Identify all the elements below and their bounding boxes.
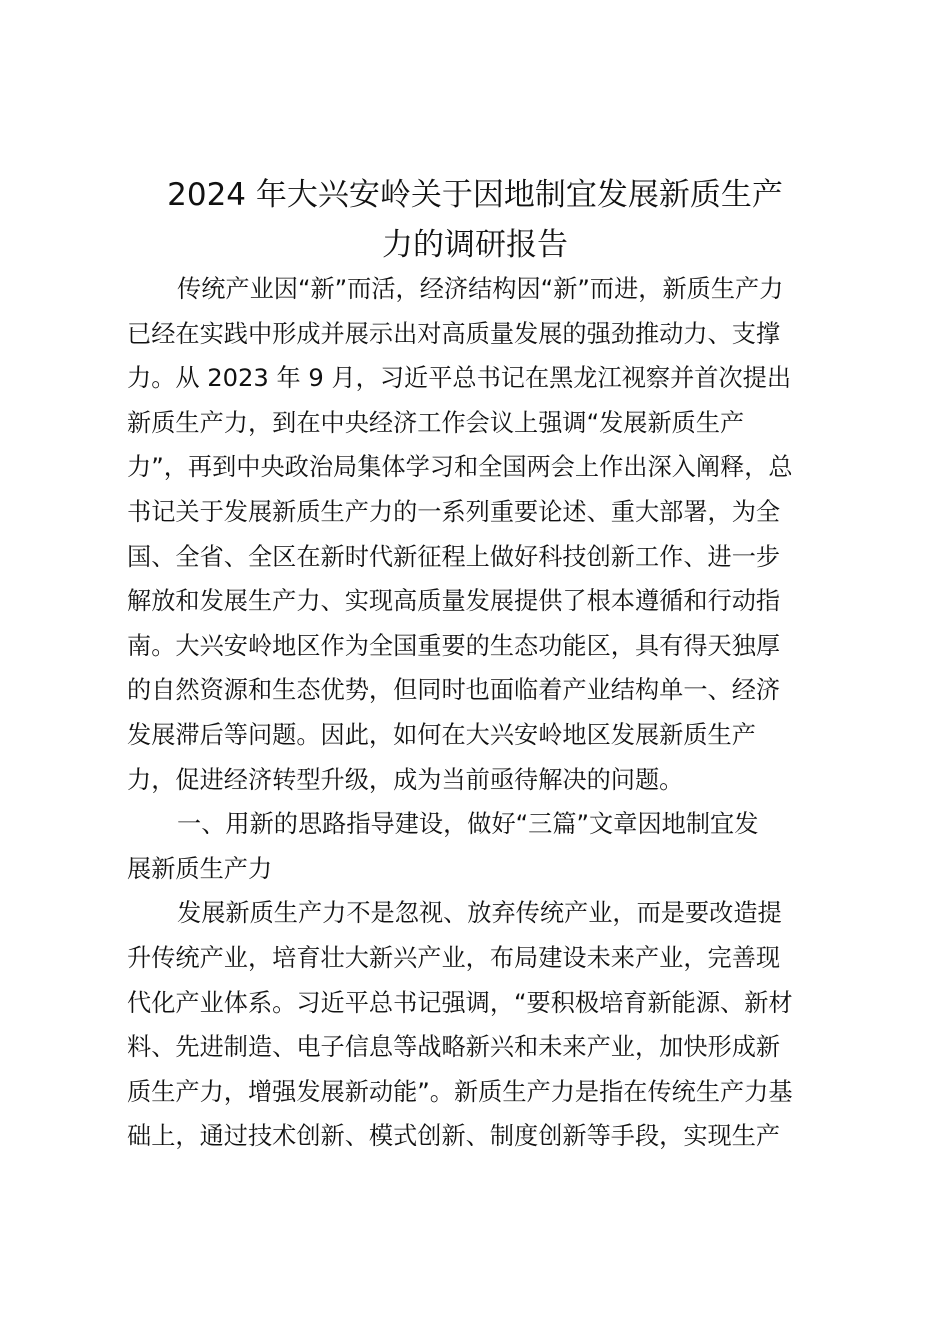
paragraph-1-line: 发展滞后等问题。因此，如何在大兴安岭地区发展新质生产 <box>127 720 756 749</box>
paragraph-2-line: 础上，通过技术创新、模式创新、制度创新等手段，实现生产 <box>127 1122 781 1151</box>
paragraph-1-line: 书记关于发展新质生产力的一系列重要论述、重大部署，为全 <box>127 497 781 526</box>
document-title-line-2: 力的调研报告 <box>382 227 568 263</box>
document-body <box>127 267 837 1159</box>
section-heading-line: 一、用新的思路指导建设，做好“三篇”文章因地制宜发 <box>177 810 759 839</box>
paragraph-1-line: 传统产业因“新”而活，经济结构因“新”而进，新质生产力 <box>177 275 784 303</box>
document-title-line-1: 2024 年大兴安岭关于因地制宜发展新质生产 <box>167 177 783 213</box>
paragraph-2-line: 料、先进制造、电子信息等战略新兴和未来产业，加快形成新 <box>127 1033 781 1062</box>
paragraph-1-line: 的自然资源和生态优势，但同时也面临着产业结构单一、经济 <box>127 676 781 705</box>
paragraph-1-line: 南。大兴安岭地区作为全国重要的生态功能区，具有得天独厚 <box>127 631 781 660</box>
section-heading-line: 展新质生产力 <box>127 854 273 883</box>
paragraph-1-line: 力”，再到中央政治局集体学习和全国两会上作出深入阐释，总 <box>127 453 793 482</box>
paragraph-2-line: 升传统产业，培育壮大新兴产业，布局建设未来产业，完善现 <box>127 943 781 972</box>
paragraph-1-line: 已经在实践中形成并展示出对高质量发展的强劲推动力、支撑 <box>127 319 781 348</box>
paragraph-2-line: 发展新质生产力不是忽视、放弃传统产业，而是要改造提 <box>177 899 782 928</box>
paragraph-1-line: 解放和发展生产力、实现高质量发展提供了根本遵循和行动指 <box>127 587 781 616</box>
paragraph-1-line: 国、全省、全区在新时代新征程上做好科技创新工作、进一步 <box>127 542 781 571</box>
paragraph-2-line: 代化产业体系。习近平总书记强调，“要积极培育新能源、新材 <box>127 988 793 1017</box>
paragraph-2-line: 质生产力，增强发展新动能”。新质生产力是指在传统生产力基 <box>127 1077 793 1106</box>
paragraph-1-line: 力。从 2023 年 9 月，习近平总书记在黑龙江视察并首次提出 <box>127 364 792 393</box>
paragraph-1-line: 新质生产力，到在中央经济工作会议上强调“发展新质生产 <box>127 408 745 437</box>
paragraph-1-line: 力，促进经济转型升级，成为当前亟待解决的问题。 <box>127 765 684 794</box>
